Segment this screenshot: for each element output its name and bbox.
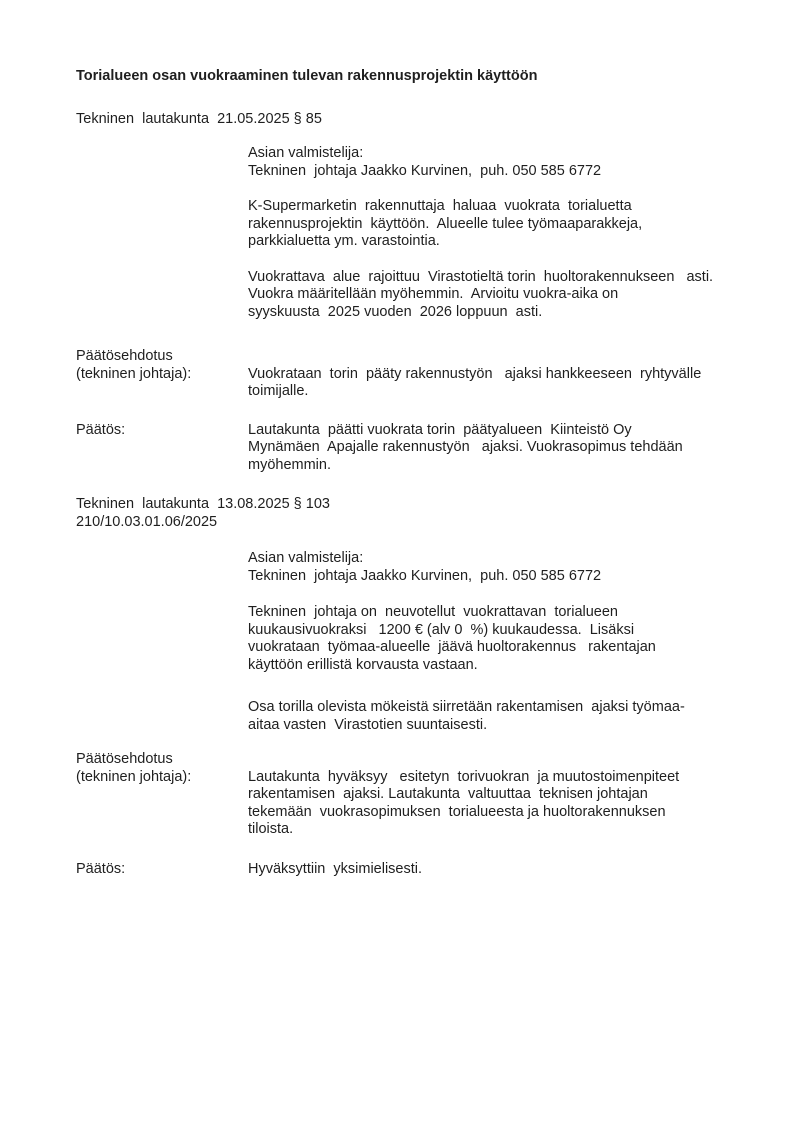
section1-preparer-block — [248, 145, 766, 180]
section1-paragraph-1 — [248, 198, 766, 251]
proposal-label — [76, 348, 248, 383]
proposal-text — [248, 348, 766, 401]
section1-paragraph-2 — [248, 269, 766, 322]
preparer-label: Asian valmistelija: — [248, 145, 364, 161]
decision-text-line: Hyväksyttiin yksimielisesti. — [248, 860, 423, 877]
proposal-label-line2: (tekninen johtaja): — [76, 365, 192, 382]
section2-heading-block — [76, 496, 766, 531]
decision-label-line: Päätös: — [76, 860, 126, 877]
section2-proposal-row — [76, 751, 766, 839]
section1-decision-row — [76, 422, 766, 475]
diary-number: 210/10.03.01.06/2025 — [76, 513, 218, 530]
proposal-label-line2: (tekninen johtaja): — [76, 768, 192, 785]
proposal-label-line1: Päätösehdotus — [76, 348, 173, 364]
decision-text — [248, 422, 766, 475]
proposal-text-line: toimijalle. — [248, 383, 309, 399]
proposal-label — [76, 751, 248, 786]
paragraph-line: aitaa vasten Virastotien suuntaisesti. — [248, 716, 488, 733]
decision-label — [76, 422, 248, 440]
proposal-text-line: Lautakunta hyväksyy esitetyn torivuokran ja muutostoimenpiteet — [248, 768, 680, 785]
paragraph-line: käyttöön erillistä korvausta vastaan. — [248, 656, 478, 673]
paragraph-line: rakennusprojektin käyttöön. Alueelle tulee työmaaparakkeja, — [248, 215, 643, 232]
section2-paragraph-1 — [248, 604, 766, 674]
section2-heading: Tekninen lautakunta 13.08.2025 § 103 — [76, 496, 330, 512]
proposal-text-line: rakentamisen ajaksi. Lautakunta valtuuttaa teknisen johtajan — [248, 786, 648, 802]
decision-text-line: Lautakunta päätti vuokrata torin päätyalueen Kiinteistö Oy — [248, 421, 632, 438]
proposal-text-line: tiloista. — [248, 821, 294, 837]
decision-label-line: Päätös: — [76, 421, 126, 438]
preparer-label: Asian valmistelija: — [248, 550, 364, 566]
section2-decision-row — [76, 861, 766, 879]
proposal-text-line: Vuokrataan torin pääty rakennustyön ajaksi hankkeeseen ryhtyvälle — [248, 365, 702, 382]
paragraph-line: vuokrataan työmaa-alueelle jäävä huoltorakennus rakentajan — [248, 639, 656, 655]
paragraph-line: parkkialuetta ym. varastointia. — [248, 233, 440, 249]
decision-text — [248, 861, 766, 879]
paragraph-line: Osa torilla olevista mökeistä siirretään rakentamisen ajaksi työmaa- — [248, 699, 685, 715]
proposal-text-line: tekemään vuokrasopimuksen torialueesta ja huoltorakennuksen — [248, 803, 666, 820]
preparer-name: Tekninen johtaja Jaakko Kurvinen, puh. 050 585 6772 — [248, 567, 602, 584]
decision-text-line: myöhemmin. — [248, 456, 331, 473]
paragraph-line: syyskuusta 2025 vuoden 2026 loppuun asti. — [248, 303, 543, 320]
section2-preparer-block — [248, 550, 766, 585]
proposal-text — [248, 751, 766, 839]
proposal-label-line1: Päätösehdotus — [76, 751, 173, 767]
paragraph-line: Vuokra määritellään myöhemmin. Arvioitu vuokra-aika on — [248, 286, 619, 302]
decision-text-line: Mynämäen Apajalle rakennustyön ajaksi. Vuokrasopimus tehdään — [248, 439, 683, 455]
paragraph-line: Vuokrattava alue rajoittuu Virastotieltä torin huoltorakennukseen asti. — [248, 268, 714, 285]
paragraph-line: kuukausivuokraksi 1200 € (alv 0 %) kuukaudessa. Lisäksi — [248, 621, 635, 638]
preparer-name: Tekninen johtaja Jaakko Kurvinen, puh. 050 585 6772 — [248, 162, 602, 179]
paragraph-line: Tekninen johtaja on neuvotellut vuokrattavan torialueen — [248, 604, 618, 620]
document-title: Torialueen osan vuokraaminen tulevan rakennusprojektin käyttöön — [76, 68, 538, 84]
section2-paragraph-2 — [248, 699, 766, 734]
paragraph-line: K-Supermarketin rakennuttaja haluaa vuokrata torialuetta — [248, 198, 632, 214]
section1-proposal-row — [76, 348, 766, 401]
decision-label — [76, 861, 248, 879]
section1-heading: Tekninen lautakunta 21.05.2025 § 85 — [76, 110, 322, 127]
